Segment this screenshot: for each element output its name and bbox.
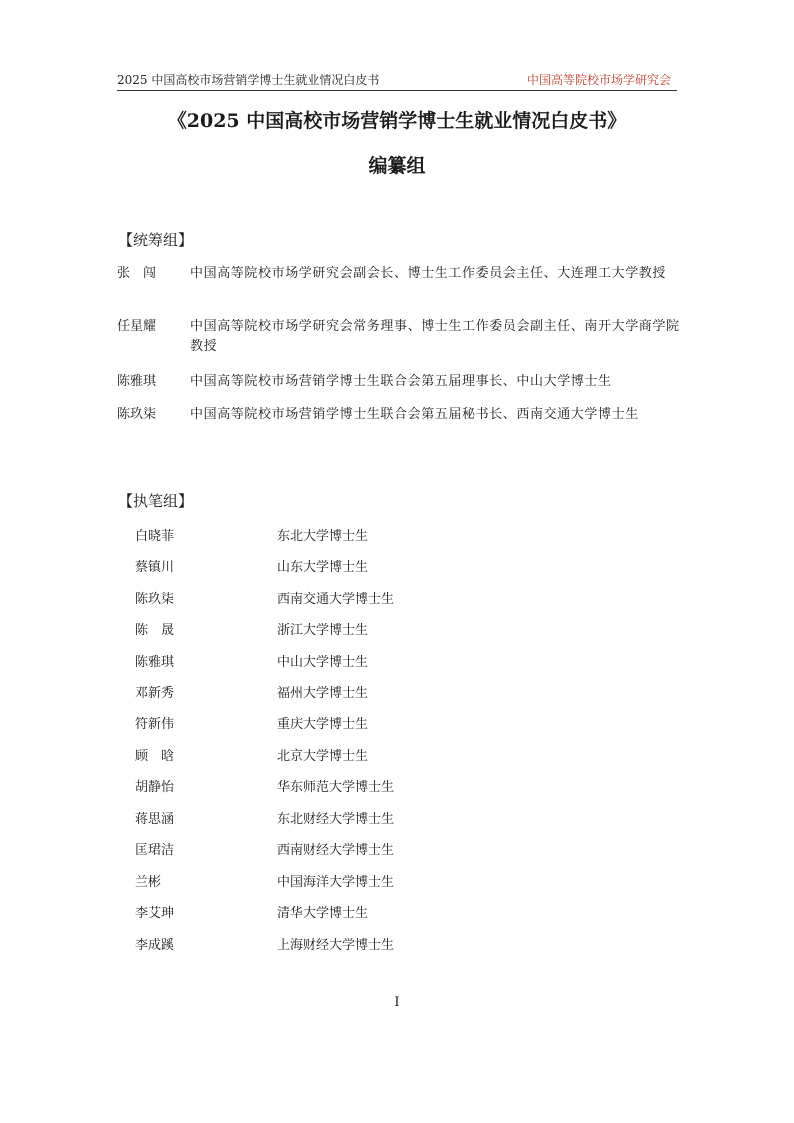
document-title: 《2025 中国高校市场营销学博士生就业情况白皮书》 <box>167 110 627 132</box>
member-name: 张 闯 <box>117 266 157 281</box>
writing-member <box>135 527 535 547</box>
member-affiliation: 西南财经大学博士生 <box>277 843 395 858</box>
member-affiliation: 西南交通大学博士生 <box>277 592 395 607</box>
member-affiliation: 北京大学博士生 <box>277 749 369 764</box>
writing-member <box>135 653 535 673</box>
writing-member <box>135 747 535 767</box>
header-document-title: 2025 中国高校市场营销学博士生就业情况白皮书 <box>117 73 380 87</box>
document-subtitle: 编纂组 <box>368 155 426 177</box>
member-name: 兰彬 <box>135 875 162 890</box>
member-name: 胡静怡 <box>135 780 175 795</box>
writing-member <box>135 904 535 924</box>
member-name: 陈玖柒 <box>117 407 157 422</box>
writing-member <box>135 621 535 641</box>
member-name: 符新伟 <box>135 717 175 732</box>
page-header <box>117 72 677 91</box>
member-name: 邓新秀 <box>135 686 175 701</box>
member-affiliation: 东北财经大学博士生 <box>277 812 395 827</box>
member-affiliation: 华东师范大学博士生 <box>277 780 395 795</box>
writing-member <box>135 873 535 893</box>
member-affiliation: 福州大学博士生 <box>277 686 369 701</box>
writing-member <box>135 590 535 610</box>
writing-member <box>135 810 535 830</box>
writing-member <box>135 841 535 861</box>
member-name: 陈玖柒 <box>135 592 175 607</box>
member-name: 匡珺洁 <box>135 843 175 858</box>
member-affiliation: 清华大学博士生 <box>277 906 369 921</box>
member-name: 陈 晟 <box>135 623 175 638</box>
member-affiliation: 中国海洋大学博士生 <box>277 875 395 890</box>
writing-member <box>135 715 535 735</box>
member-affiliation: 上海财经大学博士生 <box>277 938 395 953</box>
member-affiliation: 重庆大学博士生 <box>277 717 369 732</box>
member-name: 陈雅琪 <box>117 374 157 389</box>
member-affiliation: 浙江大学博士生 <box>277 623 369 638</box>
writing-member <box>135 558 535 578</box>
member-description: 中国高等院校市场营销学博士生联合会第五届理事长、中山大学博士生 <box>190 374 612 389</box>
member-name: 李成蹊 <box>135 938 175 953</box>
member-name: 顾 晗 <box>135 749 175 764</box>
member-description: 中国高等院校市场学研究会常务理事、博士生工作委员会副主任、南开大学商学院教授 <box>190 319 680 354</box>
member-name: 蒋思涵 <box>135 812 175 827</box>
coordinating-group-heading: 【统筹组】 <box>118 231 194 249</box>
member-name: 蔡镇川 <box>135 560 175 575</box>
member-affiliation: 中山大学博士生 <box>277 655 369 670</box>
member-name: 陈雅琪 <box>135 655 175 670</box>
writing-member <box>135 778 535 798</box>
page-number: I <box>394 995 400 1010</box>
member-description: 中国高等院校市场营销学博士生联合会第五届秘书长、西南交通大学博士生 <box>190 407 639 422</box>
member-name: 李艾珅 <box>135 906 175 921</box>
member-affiliation: 山东大学博士生 <box>277 560 369 575</box>
member-name: 任星耀 <box>117 319 157 334</box>
member-name: 白晓菲 <box>135 529 175 544</box>
member-affiliation: 东北大学博士生 <box>277 529 369 544</box>
header-organization: 中国高等院校市场学研究会 <box>526 73 671 87</box>
member-description: 中国高等院校市场学研究会副会长、博士生工作委员会主任、大连理工大学教授 <box>190 266 667 281</box>
writing-member <box>135 684 535 704</box>
writing-member <box>135 936 535 956</box>
writing-group-heading: 【执笔组】 <box>118 492 194 510</box>
